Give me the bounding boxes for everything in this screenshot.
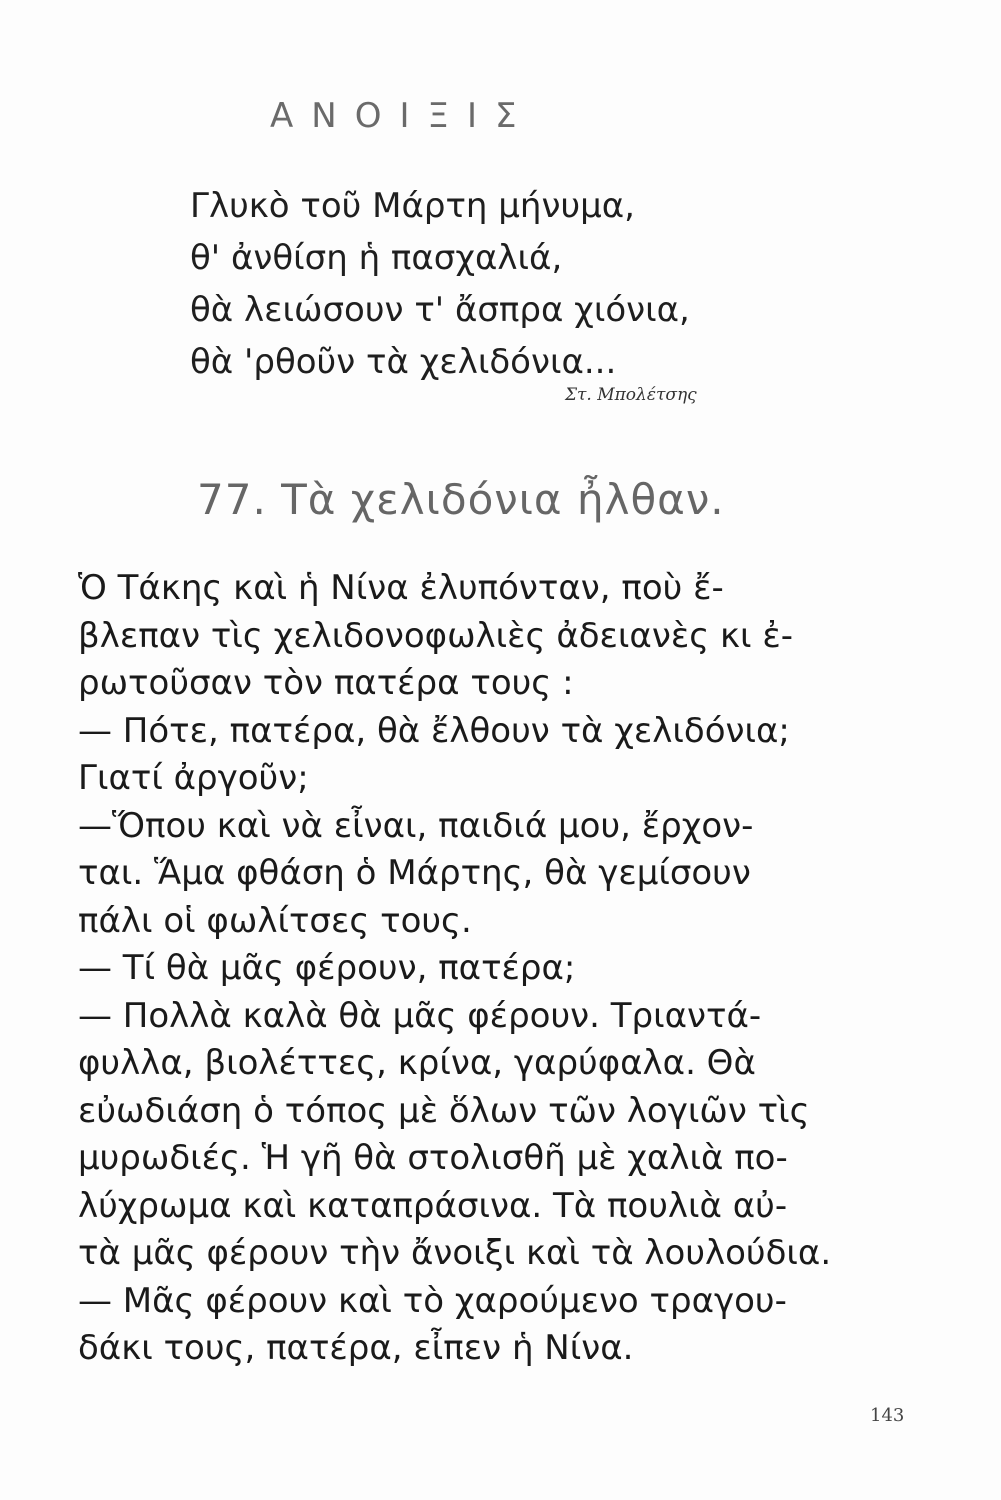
poem-line: θ' ἀνθίση ἡ πασχαλιά, xyxy=(190,238,563,278)
body-line: εὐωδιάση ὁ τόπος μὲ ὅλων τῶν λογιῶν τὶς xyxy=(78,1090,810,1131)
body-line: — Πολλὰ καλὰ θὰ μᾶς φέρουν. Τριαντά- xyxy=(78,995,762,1036)
poem-line: θὰ 'ρθοῦν τὰ χελιδόνια... xyxy=(190,342,617,382)
body-line: — Πότε, πατέρα, θὰ ἔλθουν τὰ χελιδόνια; xyxy=(78,710,790,751)
poem-line: Γλυκὸ τοῦ Μάρτη μήνυμα, xyxy=(190,186,635,226)
chapter-title: 77. Τὰ χελιδόνια ἦλθαν. xyxy=(197,475,725,524)
body-line: δάκι τους, πατέρα, εἶπεν ἡ Νίνα. xyxy=(78,1328,634,1368)
body-line: ρωτοῦσαν τὸν πατέρα τους : xyxy=(78,663,574,703)
body-line: τὰ μᾶς φέρουν τὴν ἄνοιξι καὶ τὰ λουλούδια. xyxy=(78,1233,832,1273)
body-line: Ὁ Τάκης καὶ ἡ Νίνα ἐλυπόνταν, ποὺ ἔ- xyxy=(78,568,724,608)
body-line: φυλλα, βιολέττες, κρίνα, γαρύφαλα. Θὰ xyxy=(78,1043,756,1083)
body-line: — Τί θὰ μᾶς φέρουν, πατέρα; xyxy=(78,948,576,988)
body-line: ται. Ἅμα φθάση ὁ Μάρτης, θὰ γεμίσουν xyxy=(78,853,751,893)
page-number: 143 xyxy=(870,1405,905,1426)
poem xyxy=(190,180,690,388)
body-line: λύχρωμα καὶ καταπράσινα. Τὰ πουλιὰ αὐ- xyxy=(78,1185,788,1226)
body-line: Γιατί ἀργοῦν; xyxy=(78,758,309,798)
poem-line: θὰ λειώσουν τ' ἄσπρα χιόνια, xyxy=(190,290,690,330)
body-line: βλεπαν τὶς χελιδονοφωλιὲς ἀδειανὲς κι ἐ- xyxy=(78,615,793,656)
body-line: μυρωδιές. Ἡ γῆ θὰ στολισθῆ μὲ χαλιὰ πο- xyxy=(78,1138,788,1178)
body-line: —Ὅπου καὶ νὰ εἶναι, παιδιά μου, ἔρχον- xyxy=(78,805,754,846)
poem-author: Στ. Μπολέτσης xyxy=(565,385,697,405)
body-line: πάλι οἱ φωλίτσες τους. xyxy=(78,900,472,941)
section-title: ΑΝΟΙΞΙΣ xyxy=(270,96,535,136)
body-line: — Μᾶς φέρουν καὶ τὸ χαρούμενο τραγου- xyxy=(78,1280,787,1321)
body-text xyxy=(78,565,938,1373)
